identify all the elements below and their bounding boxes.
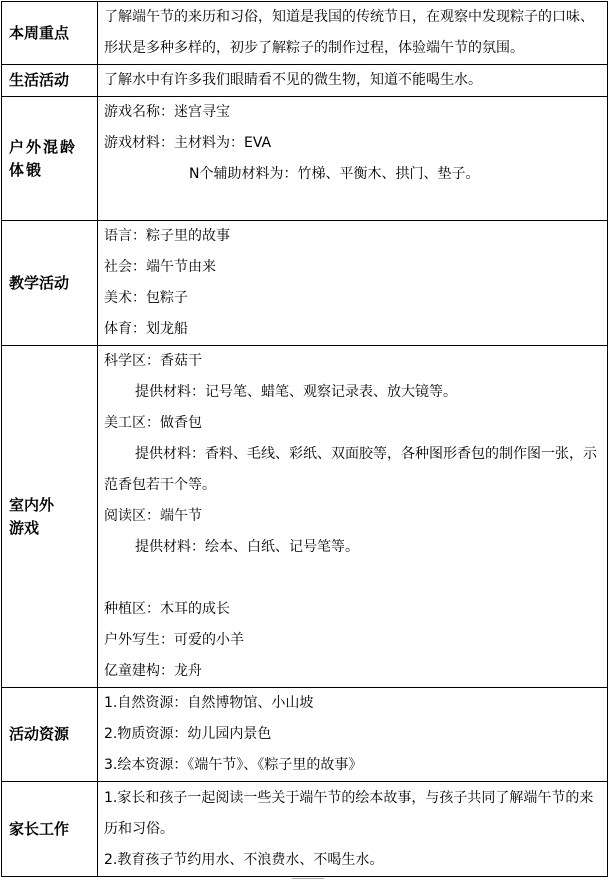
life-text: 了解水中有许多我们眼睛看不见的微生物，知道不能喝生水。 <box>104 72 482 88</box>
row-parents <box>2 782 608 877</box>
row-games <box>2 346 608 688</box>
outdoor-label-line-1: 户外混龄 <box>9 137 78 156</box>
row-outdoor-exercise <box>2 97 608 221</box>
outdoor-game-name: 游戏名称：迷宫寻宝 <box>104 104 230 120</box>
games-label-line-2: 游戏 <box>9 518 40 537</box>
teaching-art: 美术：包粽子 <box>104 290 188 306</box>
parents-item-2: 2.教育孩子节约用水、不浪费水、不喝生水。 <box>104 851 384 868</box>
games-science-area: 科学区：香菇干 <box>104 353 202 369</box>
content-outdoor-exercise <box>98 97 608 221</box>
content-games <box>98 346 608 688</box>
row-teaching-activity <box>2 221 608 346</box>
row-weekly-focus <box>2 2 608 65</box>
games-blank-line <box>104 563 602 594</box>
content-life-activity <box>98 65 608 97</box>
weekly-plan-table <box>1 1 608 877</box>
resources-picture-books: 3.绘本资源：《端午节》、《粽子里的故事》 <box>104 757 363 773</box>
resources-material: 2.物质资源：幼儿园内景色 <box>104 726 272 742</box>
games-reading-area: 阅读区：端午节 <box>104 508 202 524</box>
games-building: 亿童建构：龙舟 <box>104 663 202 679</box>
outdoor-aux-material: N个辅助材料为：竹梯、平衡木、拱门、垫子。 <box>189 166 480 182</box>
content-teaching-activity <box>98 221 608 346</box>
label-life-activity: 生活活动 <box>2 65 98 97</box>
games-art-materials: 提供材料：香料、毛线、彩纸、双面胶等，各种图形香包的制作图一张，示范香包若干个等。 <box>104 446 597 493</box>
games-planting-area: 种植区：木耳的成长 <box>104 601 230 617</box>
label-weekly-focus: 本周重点 <box>2 2 98 65</box>
focus-text: 了解端午节的来历和习俗，知道是我国的传统节日，在观察中发现粽子的口味、形状是多种多样的，初步了解粽子的制作过程，体验端午节的氛围。 <box>104 9 594 56</box>
teaching-language: 语言：粽子里的故事 <box>104 228 230 244</box>
games-label-line-1: 室内外 <box>9 495 55 514</box>
content-parents <box>98 782 608 877</box>
teaching-society: 社会：端午节由来 <box>104 259 216 275</box>
games-reading-materials: 提供材料：绘本、白纸、记号笔等。 <box>135 539 359 555</box>
resources-natural: 1.自然资源：自然博物馆、小山坡 <box>104 695 314 711</box>
label-parents: 家长工作 <box>2 782 98 877</box>
content-weekly-focus <box>98 2 608 65</box>
games-science-materials: 提供材料：记号笔、蜡笔、观察记录表、放大镜等。 <box>135 384 457 400</box>
outdoor-label-line-2: 体锻 <box>9 160 44 179</box>
games-art-area: 美工区：做香包 <box>104 415 202 431</box>
label-outdoor-exercise <box>2 97 98 221</box>
label-teaching-activity: 教学活动 <box>2 221 98 346</box>
parents-item-1: 1.家长和孩子一起阅读一些关于端午节的绘本故事，与孩子共同了解端午节的来历和习俗。 <box>104 789 594 837</box>
label-resources: 活动资源 <box>2 688 98 782</box>
row-resources <box>2 688 608 782</box>
outdoor-main-material: 游戏材料：主材料为：EVA <box>104 135 272 151</box>
row-life-activity <box>2 65 608 97</box>
teaching-pe: 体育：划龙船 <box>104 321 188 337</box>
content-resources <box>98 688 608 782</box>
games-outdoor-sketch: 户外写生：可爱的小羊 <box>104 632 244 648</box>
label-games <box>2 346 98 688</box>
